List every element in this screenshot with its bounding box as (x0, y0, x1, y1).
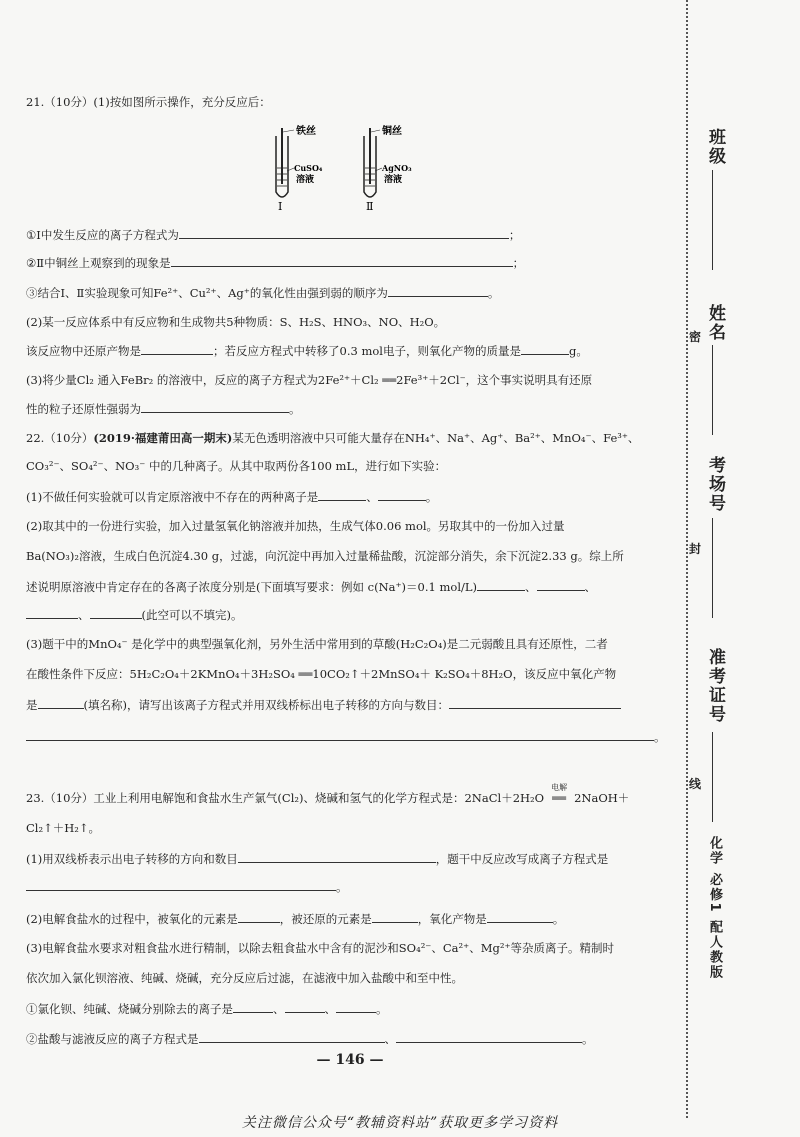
q23-s2: ②盐酸与滤液反应的离子方程式是 、 。 (26, 1032, 594, 1046)
q21-s2: ②Ⅱ中铜丝上观察到的现象是 ； (26, 256, 525, 270)
ticket-label: 准考证号 (705, 648, 725, 724)
tube1-roman-label: Ⅰ (278, 200, 283, 212)
q22-p2c: 述说明原溶液中肯定存在的各离子浓度分别是(下面填写要求：例如 c(Na⁺)＝0.1 mol/L) 、 、 (26, 580, 596, 594)
q22-answer-line: 。 (26, 728, 666, 745)
tube-1-icon (276, 128, 294, 197)
seal-char-mi: 密 (689, 330, 702, 344)
answer-blank[interactable] (388, 284, 488, 297)
q23-p2: (2)电解食盐水的过程中，被氧化的元素是 ，被还原的元素是 ，氧化产物是 。 (26, 912, 565, 926)
seal-char-xian: 线 (689, 777, 702, 791)
answer-blank[interactable] (336, 1000, 376, 1013)
seal-char-feng: 封 (689, 542, 702, 556)
q22-p3a: (3)题干中的MnO₄⁻ 是化学中的典型强氧化剂，另外生活中常用到的草酸(H₂C₂O₄)是二元弱酸且具有还原性，二者 (26, 637, 608, 651)
q22-source: (2019·福建莆田高一期末) (93, 431, 233, 445)
tube2-roman-label: Ⅱ (366, 200, 374, 212)
q21-p3b: 性的粒子还原性强弱为 。 (26, 402, 301, 416)
tube1-solution-label: CuSO₄ (294, 163, 323, 173)
q23-header: 23.（10分）工业上利用电解饱和食盐水生产氯气(Cl₂)、烧碱和氢气的化学方程式是：2NaCl＋2H₂O 电解 ══ 2NaOH＋ (26, 790, 666, 806)
page-number: — 146 — (316, 1052, 384, 1068)
q22-p3c: 是 (填名称)，请写出该离子方程式并用双线桥标出电子转移的方向与数目： (26, 696, 666, 713)
answer-blank[interactable] (26, 728, 654, 741)
q21-s1: ①Ⅰ中发生反应的离子方程式为 ； (26, 228, 521, 242)
answer-blank[interactable] (238, 850, 436, 863)
name-field[interactable] (712, 345, 713, 435)
class-field[interactable] (712, 170, 713, 270)
q22-p1: (1)不做任何实验就可以肯定原溶液中不存在的两种离子是 、 。 (26, 490, 438, 504)
answer-blank[interactable] (238, 910, 280, 923)
answer-blank[interactable] (26, 606, 78, 619)
q23-p1-answer: 。 (26, 878, 666, 895)
answer-blank[interactable] (449, 696, 621, 709)
answer-blank[interactable] (372, 910, 418, 923)
answer-blank[interactable] (477, 578, 525, 591)
answer-blank[interactable] (537, 578, 585, 591)
name-label: 姓名 (705, 304, 725, 342)
q21-header: 21.（10分）(1)按如图所示操作，充分反应后： (26, 95, 271, 109)
answer-blank[interactable] (521, 342, 569, 355)
q23-p3b: 依次加入氯化钡溶液、纯碱、烧碱，充分反应后过滤，在滤液中加入盐酸中和至中性。 (26, 971, 463, 985)
answer-blank[interactable] (396, 1030, 582, 1043)
tube2-wire-label: 铜丝 (382, 126, 402, 137)
answer-blank[interactable] (285, 1000, 325, 1013)
answer-blank[interactable] (179, 226, 509, 239)
ticket-field[interactable] (712, 732, 713, 822)
answer-blank[interactable] (487, 910, 553, 923)
answer-blank[interactable] (141, 342, 213, 355)
exam-room-field[interactable] (712, 518, 713, 618)
answer-blank[interactable] (233, 1000, 273, 1013)
q22-header-c: CO₃²⁻、SO₄²⁻、NO₃⁻ 中的几种离子。从其中取两份各100 mL，进行如下实验： (26, 459, 447, 473)
tube2-solution-label2: 溶液 (384, 175, 403, 185)
q23-p3a: (3)电解食盐水要求对粗食盐水进行精制，以除去粗食盐水中含有的泥沙和SO₄²⁻、Ca²⁺、Mg²⁺等杂质离子。精制时 (26, 941, 615, 955)
q23-s1: ①氯化钡、纯碱、烧碱分别除去的离子是 、 、 。 (26, 1002, 388, 1016)
tube1-solution-label2: 溶液 (296, 175, 315, 185)
answer-blank[interactable] (141, 400, 289, 413)
q23-header-c: Cl₂↑＋H₂↑。 (26, 821, 100, 835)
test-tube-figure (262, 124, 432, 212)
answer-blank[interactable] (90, 606, 142, 619)
subject-label: 化学 必修1 配人教版 (707, 836, 722, 981)
tube2-solution-label: AgNO₃ (382, 163, 412, 173)
answer-blank[interactable] (26, 878, 336, 891)
binding-dotted-line (686, 0, 688, 1118)
answer-blank[interactable] (378, 488, 426, 501)
q21-s3: ③结合Ⅰ、Ⅱ实验现象可知Fe²⁺、Cu²⁺、Ag⁺的氧化性由强到弱的顺序为 。 (26, 286, 500, 300)
q23-p1a: (1)用双线桥表示出电子转移的方向和数目 ，题干中反应改写成离子方程式是 (26, 852, 609, 866)
answer-blank[interactable] (199, 1030, 385, 1043)
answer-blank[interactable] (318, 488, 366, 501)
electrolysis-label: 电解 (551, 783, 568, 792)
q22-p2a: (2)取其中的一份进行实验，加入过量氢氧化钠溶液并加热，生成气体0.06 mol。另取其中的一份加入过量 (26, 519, 565, 533)
tube-2-icon (364, 128, 382, 197)
q22-header: 22.（10分）(2019·福建莆田高一期末)某无色透明溶液中只可能大量存在NH₄⁺、Na⁺、Ag⁺、Ba²⁺、MnO₄⁻、Fe³⁺、 (26, 431, 640, 445)
q22-p2d: 、 (此空可以不填完)。 (26, 606, 666, 623)
answer-blank[interactable] (171, 254, 513, 267)
class-label: 班级 (705, 128, 725, 166)
footer-note: 关注微信公众号“教辅资料站”获取更多学习资料 (241, 1115, 559, 1131)
q21-p2: (2)某一反应体系中有反应物和生成物共5种物质：S、H₂S、HNO₃、NO、H₂O。 (26, 315, 446, 329)
q21-p3a: (3)将少量Cl₂ 通入FeBr₂ 的溶液中，反应的离子方程式为2Fe²⁺＋Cl₂ ══2Fe³⁺＋2Cl⁻，这个事实说明具有还原 (26, 373, 593, 387)
answer-blank[interactable] (38, 696, 84, 709)
q21-p2b: 该反应物中还原产物是 ；若反应方程式中转移了0.3 mol电子，则氧化产物的质量是 g。 (26, 344, 588, 358)
q22-p3b: 在酸性条件下反应：5H₂C₂O₄＋2KMnO₄＋3H₂SO₄ ══10CO₂↑＋2MnSO₄＋ K₂SO₄＋8H₂O，该反应中氧化产物 (26, 667, 617, 681)
tube1-wire-label: 铁丝 (296, 126, 316, 137)
exam-room-label: 考场号 (705, 456, 725, 513)
q22-p2b: Ba(NO₃)₂溶液，生成白色沉淀4.30 g，过滤，向沉淀中再加入过量稀盐酸，沉淀部分消失，余下沉淀2.33 g。综上所 (26, 549, 624, 563)
